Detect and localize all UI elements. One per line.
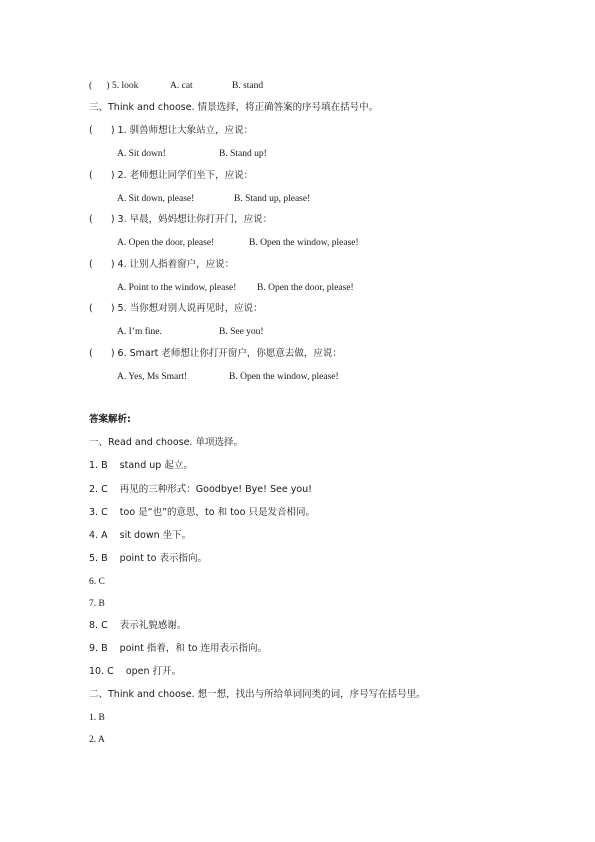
option-a: A. Open the door, please! — [117, 238, 215, 248]
option-b: B. Open the window, please! — [229, 372, 339, 382]
answer-line: 4. A sit down 坐下。 — [89, 530, 192, 541]
section-title: 二、Think and choose. 想一想，找出与所给单词同类的词，序号写在括号里。 — [89, 689, 426, 700]
question-stem: ( ) 5. look — [89, 81, 139, 91]
option-b: B. Stand up, please! — [234, 194, 311, 204]
option-b: B. See you! — [219, 327, 264, 337]
answer-line: 1. B stand up 起立。 — [89, 460, 193, 471]
question-stem: ( ) 3. 早晨，妈妈想让你打开门，应说： — [89, 214, 273, 225]
answer-line: 3. C too 是“也”的意思，to 和 too 只是发音相同。 — [89, 507, 315, 518]
option-a: A. Yes, Ms Smart! — [117, 372, 188, 382]
answer-line: 5. B point to 表示指向。 — [89, 553, 207, 564]
answers-heading: 答案解析: — [89, 414, 131, 425]
section-title: 一、Read and choose. 单项选择。 — [89, 437, 243, 448]
option-a: A. cat — [170, 81, 193, 91]
option-a: A. Point to the window, please! — [117, 283, 237, 293]
option-b: B. Open the window, please! — [249, 238, 359, 248]
answer-line: 9. B point 指着，和 to 连用表示指向。 — [89, 643, 268, 654]
answer-line: 10. C open 打开。 — [89, 666, 182, 677]
answer-line: 6. C — [89, 577, 105, 587]
answer-line: 2. A — [89, 735, 105, 745]
option-a: A. Sit down! — [117, 149, 166, 159]
answer-line: 2. C 再见的三种形式：Goodbye! Bye! See you! — [89, 484, 312, 495]
option-b: B. Open the door, please! — [257, 283, 354, 293]
option-b: B. stand — [232, 81, 264, 91]
question-stem: ( ) 5. 当你想对别人说再见时，应说： — [89, 303, 263, 314]
question-stem: ( ) 4. 让别人指着窗户，应说： — [89, 259, 235, 270]
question-stem: ( ) 6. Smart 老师想让你打开窗户，你愿意去做，应说： — [89, 348, 342, 359]
option-a: A. I’m fine. — [117, 327, 162, 337]
question-stem: ( ) 2. 老师想让同学们坐下，应说： — [89, 170, 254, 181]
answer-line: 7. B — [89, 599, 105, 609]
option-a: A. Sit down, please! — [117, 194, 195, 204]
section-title: 三、Think and choose. 情景选择，将正确答案的序号填在括号中。 — [89, 102, 379, 113]
answer-line: 1. B — [89, 713, 105, 723]
question-stem: ( ) 1. 驯兽师想让大象站立，应说： — [89, 125, 254, 136]
answer-line: 8. C 表示礼貌感谢。 — [89, 620, 187, 631]
option-b: B. Stand up! — [219, 149, 267, 159]
